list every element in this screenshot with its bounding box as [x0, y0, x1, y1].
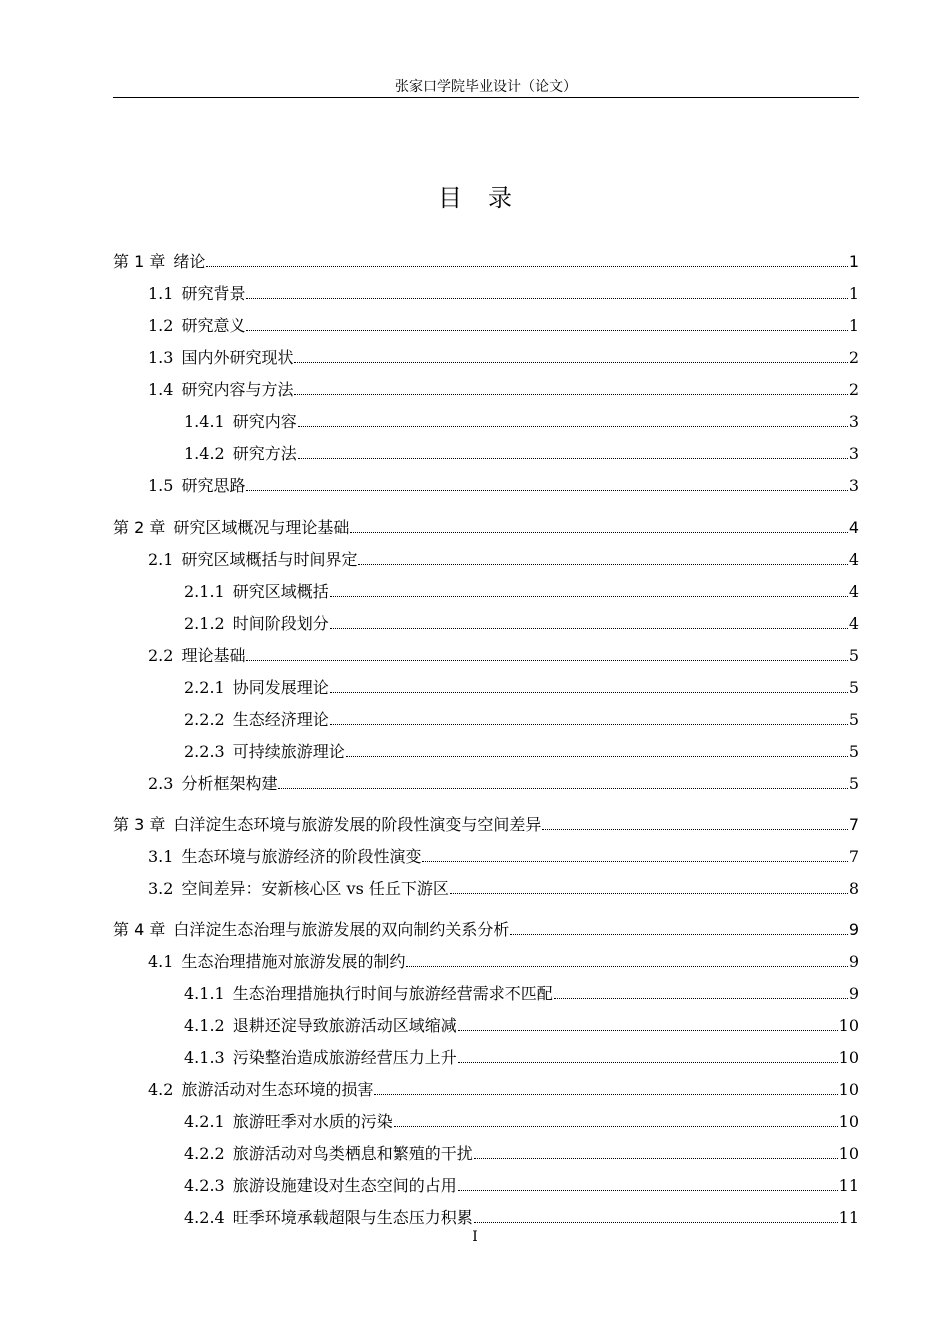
toc-entry-number: 4.1 — [148, 952, 174, 971]
toc-entry-number: 1.5 — [148, 476, 174, 495]
toc-entry[interactable] — [113, 1142, 859, 1164]
toc-entry-page: 7 — [848, 815, 859, 834]
toc-entry[interactable] — [113, 1206, 859, 1228]
toc-dot-leader — [554, 998, 848, 999]
toc-entry-page: 3 — [848, 444, 859, 463]
toc-entry-label: 退耕还淀导致旅游活动区域缩减 — [232, 1016, 457, 1035]
toc-dot-leader — [246, 660, 847, 661]
toc-entry[interactable] — [113, 346, 859, 368]
toc-entry-page: 9 — [848, 920, 859, 939]
toc-entry[interactable] — [113, 676, 859, 698]
toc-dot-leader — [510, 934, 847, 935]
toc-entry-label: 研究区域概况与理论基础 — [173, 518, 350, 537]
toc-entry-number: 2.3 — [148, 774, 174, 793]
toc-dot-leader — [406, 966, 847, 967]
toc-entry[interactable] — [113, 1110, 859, 1132]
toc-entry[interactable] — [113, 612, 859, 634]
toc-entry[interactable] — [113, 813, 859, 835]
toc-entry[interactable] — [113, 740, 859, 762]
toc-entry-page: 9 — [848, 952, 859, 971]
toc-entry-page: 5 — [848, 678, 859, 697]
toc-entry-label: 研究意义 — [181, 316, 246, 335]
toc-entry-page: 10 — [838, 1080, 859, 1099]
toc-entry-number: 4.1.1 — [184, 984, 225, 1003]
toc-entry-number: 2.2.2 — [184, 710, 225, 729]
toc-dot-leader — [450, 893, 848, 894]
toc-entry-page: 7 — [848, 847, 859, 866]
toc-entry[interactable] — [113, 474, 859, 496]
toc-entry[interactable] — [113, 918, 859, 940]
toc-entry-label: 可持续旅游理论 — [232, 742, 345, 761]
toc-dot-leader — [542, 829, 847, 830]
toc-entry-label: 生态治理措施对旅游发展的制约 — [181, 952, 406, 971]
toc-dot-leader — [330, 692, 848, 693]
toc-dot-leader — [298, 458, 848, 459]
toc-entry-page: 5 — [848, 742, 859, 761]
toc-entry-number: 4.2.3 — [184, 1176, 225, 1195]
toc-entry-page: 5 — [848, 774, 859, 793]
toc-entry-number: 2.2 — [148, 646, 174, 665]
toc-entry-label: 白洋淀生态环境与旅游发展的阶段性演变与空间差异 — [173, 815, 542, 834]
toc-dot-leader — [350, 532, 847, 533]
toc-entry[interactable] — [113, 548, 859, 570]
toc-entry-page: 2 — [848, 380, 859, 399]
toc-entry-number: 3.1 — [148, 847, 174, 866]
toc-entry-page: 5 — [848, 710, 859, 729]
toc-entry[interactable] — [113, 580, 859, 602]
toc-dot-leader — [330, 628, 848, 629]
header-rule — [113, 97, 859, 98]
toc-entry-page: 1 — [848, 252, 859, 271]
toc-entry-page: 3 — [848, 476, 859, 495]
toc-entry-label: 研究内容 — [232, 412, 297, 431]
toc-entry-number: 2.2.3 — [184, 742, 225, 761]
toc-entry[interactable] — [113, 410, 859, 432]
toc-entry-number: 4.1.3 — [184, 1048, 225, 1067]
toc-entry-number: 4.1.2 — [184, 1016, 225, 1035]
toc-entry[interactable] — [113, 950, 859, 972]
toc-entry-number: 1.1 — [148, 284, 174, 303]
toc-entry-label: 分析框架构建 — [181, 774, 278, 793]
toc-entry[interactable] — [113, 1014, 859, 1036]
toc-dot-leader — [458, 1062, 838, 1063]
toc-entry[interactable] — [113, 1046, 859, 1068]
toc-entry-page: 10 — [838, 1048, 859, 1067]
toc-dot-leader — [394, 1126, 838, 1127]
toc-entry-label: 研究内容与方法 — [181, 380, 294, 399]
toc-entry-label: 研究思路 — [181, 476, 246, 495]
toc-entry[interactable] — [113, 314, 859, 336]
toc-entry-page: 4 — [848, 582, 859, 601]
toc-entry[interactable] — [113, 378, 859, 400]
toc-entry-label: 旺季环境承载超限与生态压力积累 — [232, 1208, 473, 1227]
toc-entry-label: 国内外研究现状 — [181, 348, 294, 367]
toc-entry[interactable] — [113, 644, 859, 666]
toc-entry[interactable] — [113, 442, 859, 464]
toc-dot-leader — [458, 1190, 838, 1191]
toc-dot-leader — [422, 861, 847, 862]
toc-entry-number: 2.1.2 — [184, 614, 225, 633]
toc-entry-page: 10 — [838, 1112, 859, 1131]
toc-dot-leader — [278, 788, 847, 789]
toc-entry-label: 旅游旺季对水质的污染 — [232, 1112, 393, 1131]
toc-entry-page: 1 — [848, 316, 859, 335]
toc-entry-label: 旅游活动对生态环境的损害 — [181, 1080, 374, 1099]
toc-entry-label: 时间阶段划分 — [232, 614, 329, 633]
toc-entry[interactable] — [113, 516, 859, 538]
toc-entry-page: 1 — [848, 284, 859, 303]
toc-entry-number: 第 4 章 — [113, 920, 166, 939]
toc-entry-number: 2.1.1 — [184, 582, 225, 601]
toc-entry-label: 理论基础 — [181, 646, 246, 665]
toc-entry-number: 2.2.1 — [184, 678, 225, 697]
toc-entry-page: 5 — [848, 646, 859, 665]
toc-dot-leader — [346, 756, 848, 757]
toc-entry-number: 4.2 — [148, 1080, 174, 1099]
toc-entry-label: 协同发展理论 — [232, 678, 329, 697]
toc-entry-number: 第 3 章 — [113, 815, 166, 834]
toc-dot-leader — [246, 490, 847, 491]
toc-entry-number: 4.2.2 — [184, 1144, 225, 1163]
toc-entry-number: 3.2 — [148, 879, 174, 898]
toc-entry-label: 污染整治造成旅游经营压力上升 — [232, 1048, 457, 1067]
toc-dot-leader — [246, 330, 847, 331]
toc-entry-number: 4.2.1 — [184, 1112, 225, 1131]
toc-entry-number: 1.4 — [148, 380, 174, 399]
toc-entry[interactable] — [113, 282, 859, 304]
toc-dot-leader — [206, 266, 847, 267]
toc-entry-page: 4 — [848, 550, 859, 569]
toc-entry-label: 生态治理措施执行时间与旅游经营需求不匹配 — [232, 984, 553, 1003]
toc-entry[interactable] — [113, 250, 859, 272]
page-header: 张家口学院毕业设计（论文） — [395, 79, 577, 95]
toc-entry-label: 绪论 — [173, 252, 206, 271]
toc-dot-leader — [458, 1030, 838, 1031]
toc-entry[interactable] — [113, 772, 859, 794]
toc-entry[interactable] — [113, 1174, 859, 1196]
toc-title: 目录 — [438, 184, 538, 212]
toc-entry-page: 2 — [848, 348, 859, 367]
toc-entry[interactable] — [113, 708, 859, 730]
toc-entry-label: 旅游设施建设对生态空间的占用 — [232, 1176, 457, 1195]
toc-entry-number: 1.4.2 — [184, 444, 225, 463]
toc-entry-page: 8 — [848, 879, 859, 898]
toc-entry-number: 1.2 — [148, 316, 174, 335]
toc-dot-leader — [474, 1222, 838, 1223]
toc-entry-label: 生态经济理论 — [232, 710, 329, 729]
footer-page-number: I — [472, 1229, 478, 1245]
toc-entry[interactable] — [113, 877, 859, 899]
toc-entry[interactable] — [113, 1078, 859, 1100]
toc-entry-label: 生态环境与旅游经济的阶段性演变 — [181, 847, 422, 866]
toc-entry-label: 研究区域概括与时间界定 — [181, 550, 358, 569]
toc-entry-number: 4.2.4 — [184, 1208, 225, 1227]
toc-dot-leader — [246, 298, 847, 299]
toc-dot-leader — [330, 596, 848, 597]
toc-entry-page: 11 — [838, 1208, 859, 1227]
toc-entry-page: 4 — [848, 518, 859, 537]
toc-entry-number: 第 1 章 — [113, 252, 166, 271]
toc-entry[interactable] — [113, 982, 859, 1004]
toc-entry-page: 9 — [848, 984, 859, 1003]
toc-dot-leader — [294, 394, 847, 395]
toc-entry-number: 第 2 章 — [113, 518, 166, 537]
toc-dot-leader — [474, 1158, 838, 1159]
toc-entry-page: 10 — [838, 1016, 859, 1035]
toc-entry-label: 空间差异：安新核心区 vs 任丘下游区 — [181, 879, 449, 898]
toc-entry-page: 4 — [848, 614, 859, 633]
toc-entry-label: 研究区域概括 — [232, 582, 329, 601]
toc-dot-leader — [330, 724, 848, 725]
toc-entry-page: 11 — [838, 1176, 859, 1195]
toc-entry-label: 旅游活动对鸟类栖息和繁殖的干扰 — [232, 1144, 473, 1163]
toc-entry[interactable] — [113, 845, 859, 867]
toc-entry-number: 1.4.1 — [184, 412, 225, 431]
toc-entry-number: 1.3 — [148, 348, 174, 367]
toc-entry-label: 研究背景 — [181, 284, 246, 303]
toc-dot-leader — [374, 1094, 837, 1095]
toc-dot-leader — [294, 362, 847, 363]
toc-entry-number: 2.1 — [148, 550, 174, 569]
toc-entry-label: 白洋淀生态治理与旅游发展的双向制约关系分析 — [173, 920, 510, 939]
toc-entry-page: 10 — [838, 1144, 859, 1163]
toc-dot-leader — [298, 426, 848, 427]
toc-dot-leader — [358, 564, 847, 565]
toc-entry-label: 研究方法 — [232, 444, 297, 463]
toc-entry-page: 3 — [848, 412, 859, 431]
